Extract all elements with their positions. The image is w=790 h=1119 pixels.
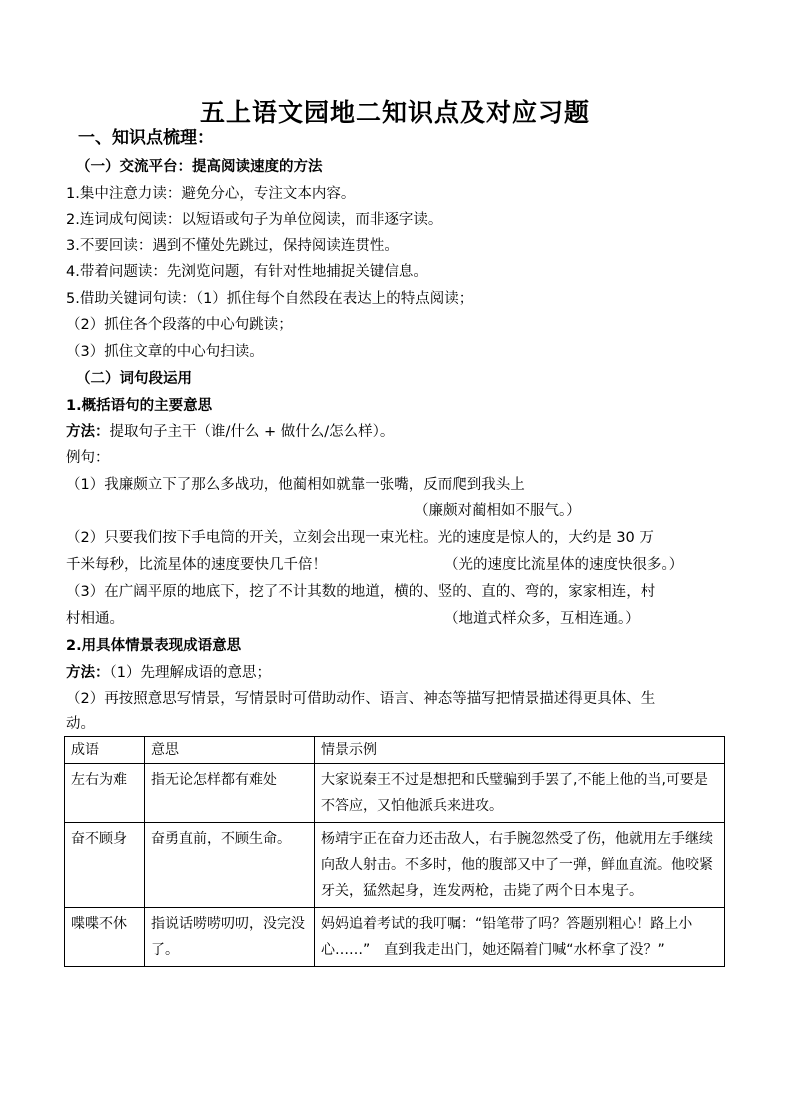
- table-row: [65, 764, 725, 823]
- example-3-text-2: 村相通。: [66, 611, 124, 627]
- table-row: [65, 908, 725, 967]
- method-label: 方法：: [66, 424, 110, 440]
- table-header-row: [65, 737, 725, 764]
- idiom-table: [64, 736, 725, 967]
- idiom-cell: 喋喋不休: [65, 908, 145, 967]
- sub1-heading: 1.概括语句的主要意思: [66, 398, 213, 414]
- sub2-method: [66, 663, 271, 683]
- part1-item-3: 3.不要回读：遇到不懂处先跳过，保持阅读连贯性。: [66, 238, 399, 254]
- method-text: 提取句子主干（谁/什么 + 做什么/怎么样）。: [109, 424, 395, 440]
- table-header-meaning: 意思: [145, 737, 315, 764]
- example-3-text: （3）在广阔平原的地底下，挖了不计其数的地道，横的、竖的、直的、弯的，家家相连，村: [66, 584, 656, 600]
- example-2-text: （2）只要我们按下手电筒的开关，立刻会出现一束光柱。光的速度是惊人的，大约是 30 万: [66, 530, 654, 546]
- section-heading-knowledge: 一、知识点梳理：: [78, 128, 214, 148]
- part1-item-4: 4.带着问题读：先浏览问题，有针对性地捕捉关键信息。: [66, 264, 428, 280]
- page-title: 五上语文园地二知识点及对应习题: [199, 98, 590, 127]
- method-label: 方法：: [66, 665, 110, 681]
- idiom-cell: 左右为难: [65, 764, 145, 823]
- example-3-answer: （地道式样众多，互相连通。）: [444, 611, 640, 627]
- table-header-idiom: 成语: [65, 737, 145, 764]
- meaning-cell: 指无论怎样都有难处: [145, 764, 315, 823]
- part1-item-5: 5.借助关键词句读：（1）抓住每个自然段在表达上的特点阅读；: [66, 291, 474, 307]
- sub1-method: [66, 422, 394, 442]
- example-2-answer: （光的速度比流星体的速度快很多。）: [444, 557, 684, 573]
- part2-heading: （二）词句段运用: [76, 371, 192, 387]
- sub2-heading: 2.用具体情景表现成语意思: [66, 638, 242, 654]
- method-text: （1）先理解成语的意思；: [109, 665, 271, 681]
- sub2-line-2: （2）再按照意思写情景，写情景时可借助动作、语言、神态等描写把情景描述得更具体、生: [66, 691, 656, 707]
- part1-heading: （一）交流平台：提高阅读速度的方法: [76, 159, 323, 175]
- example-cell: 杨靖宇正在奋力还击敌人，右手腕忽然受了伤，他就用左手继续向敌人射击。不多时，他的腹部又中了一弹，鲜血直流。他咬紧牙关，猛然起身，连发两枪，击毙了两个日本鬼子。: [315, 823, 725, 908]
- meaning-cell: 奋勇直前，不顾生命。: [145, 823, 315, 908]
- part1-item-1: 1.集中注意力读：避免分心，专注文本内容。: [66, 186, 356, 202]
- part1-item-5-2: （2）抓住各个段落的中心句跳读；: [66, 317, 293, 333]
- part1-item-2: 2.连词成句阅读：以短语或句子为单位阅读，而非逐字读。: [66, 212, 443, 228]
- example-cell: 大家说秦王不过是想把和氏璧骗到手罢了,不能上他的当,可要是不答应，又怕他派兵来进攻。: [315, 764, 725, 823]
- example-label: 例句：: [66, 450, 110, 466]
- example-1-text: （1）我廉颇立下了那么多战功，他蔺相如就靠一张嘴，反而爬到我头上: [66, 477, 525, 493]
- sub2-line-3: 动。: [66, 716, 95, 732]
- table-row: [65, 823, 725, 908]
- example-1-answer: （廉颇对蔺相如不服气。）: [414, 503, 581, 519]
- idiom-cell: 奋不顾身: [65, 823, 145, 908]
- part1-item-5-3: （3）抓住文章的中心句扫读。: [66, 344, 264, 360]
- meaning-cell: 指说话唠唠叨叨，没完没了。: [145, 908, 315, 967]
- table-header-example: 情景示例: [315, 737, 725, 764]
- example-2-text-2: 千米每秒，比流星体的速度要快几千倍！: [66, 557, 327, 573]
- example-cell: 妈妈追着考试的我叮嘱：“铅笔带了吗？答题别粗心！路上小心……” 直到我走出门，她还隔着门喊“水杯拿了没？”: [315, 908, 725, 967]
